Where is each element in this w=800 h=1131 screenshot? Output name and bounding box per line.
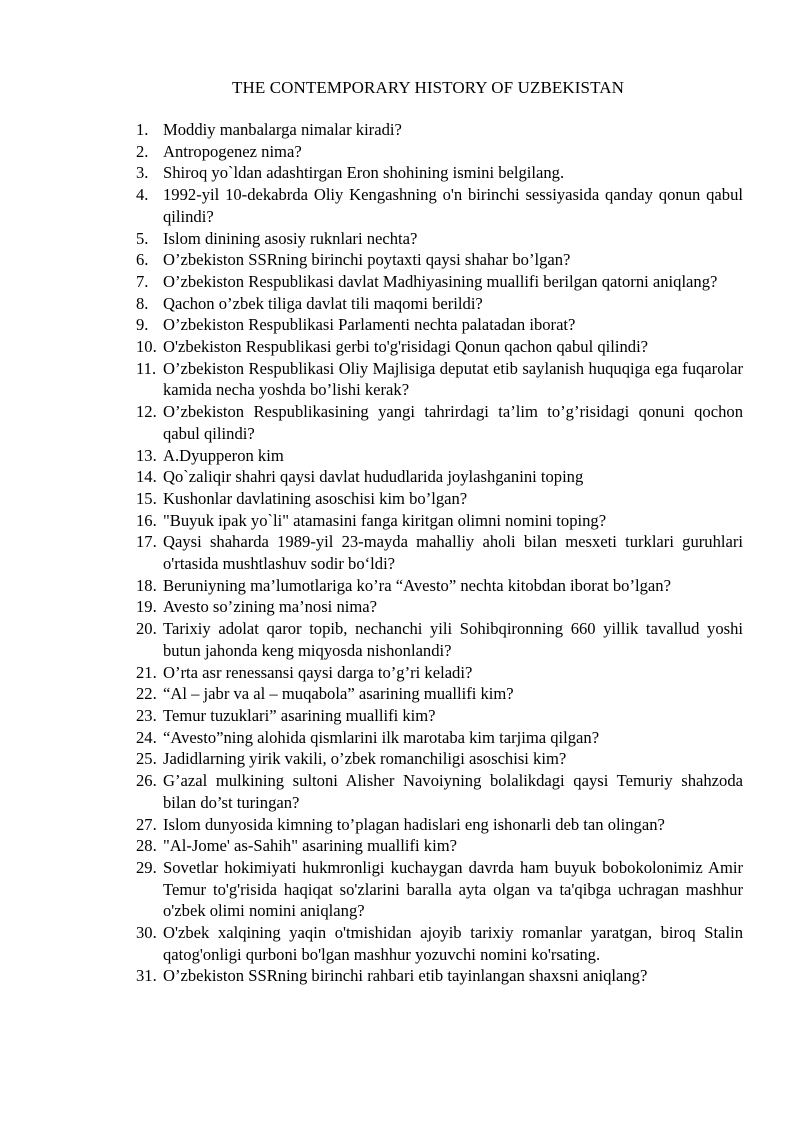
- question-text: O’zbekiston Respublikasi Parlamenti nechta palatadan iborat?: [163, 315, 576, 335]
- question-number: 20.: [136, 619, 157, 639]
- question-number: 23.: [136, 705, 157, 725]
- question-list: [136, 119, 743, 987]
- question-number: 5.: [136, 228, 149, 248]
- question-number: 9.: [136, 315, 149, 335]
- question-number: 3.: [136, 163, 149, 183]
- question-text: "Buyuk ipak yo`li" atamasini fanga kiritgan olimni nomini toping?: [163, 510, 607, 530]
- question-item: [136, 618, 743, 661]
- question-number: 27.: [136, 814, 157, 834]
- question-number: 7.: [136, 271, 149, 291]
- question-item: [136, 488, 743, 510]
- question-item: [136, 814, 743, 836]
- question-number: 13.: [136, 445, 157, 465]
- question-text: Tarixiy adolat qaror topib, nechanchi yili Sohibqironning 660 yillik tavallud yoshi butun jahonda keng miqyosda nishonlandi?: [163, 619, 743, 660]
- question-text: 1992-yil 10-dekabrda Oliy Kengashning o'n birinchi sessiyasida qanday qonun qabul qilindi?: [163, 185, 743, 226]
- question-number: 26.: [136, 771, 157, 791]
- question-number: 30.: [136, 923, 157, 943]
- question-item: [136, 401, 743, 444]
- question-item: [136, 510, 743, 532]
- question-item: [136, 293, 743, 315]
- question-item: [136, 445, 743, 467]
- question-text: Islom dunyosida kimning to’plagan hadislari eng ishonarli deb tan olingan?: [163, 814, 665, 834]
- question-text: Qo`zaliqir shahri qaysi davlat hududlarida joylashganini toping: [163, 467, 584, 487]
- question-number: 31.: [136, 966, 157, 986]
- question-item: [136, 770, 743, 813]
- question-text: O’zbekiston Respublikasi Oliy Majlisiga deputat etib saylanish huquqiga ega fuqarolar kamida necha yoshda bo’lishi kerak?: [163, 358, 743, 400]
- question-number: 12.: [136, 402, 157, 422]
- question-item: [136, 358, 743, 401]
- question-number: 17.: [136, 532, 157, 552]
- question-item: [136, 271, 743, 293]
- question-text: O'zbek xalqining yaqin o'tmishidan ajoyib tarixiy romanlar yaratgan, biroq Stalin qatog'onligi qurboni bo'lgan mashhur yozuvchi nomini ko'rsating.: [163, 923, 743, 964]
- question-item: [136, 184, 743, 227]
- question-number: 24.: [136, 727, 157, 747]
- question-text: "Al-Jome' as-Sahih" asarining muallifi kim?: [163, 836, 457, 856]
- question-item: [136, 596, 743, 618]
- question-text: “Al – jabr va al – muqabola” asarining muallifi kim?: [163, 684, 514, 704]
- document-title: THE CONTEMPORARY HISTORY OF UZBEKISTAN: [232, 78, 624, 97]
- question-item: [136, 922, 743, 965]
- question-text: O’zbekiston Respublikasining yangi tahrirdagi ta’lim to’g’risidagi qonuni qochon qabul qilindi?: [163, 402, 743, 443]
- question-item: [136, 531, 743, 574]
- question-text: O'zbekiston Respublikasi gerbi to'g'risidagi Qonun qachon qabul qilindi?: [163, 337, 649, 357]
- question-item: [136, 228, 743, 250]
- question-text: Avesto so’zining ma’nosi nima?: [163, 597, 377, 617]
- question-text: O’zbekiston SSRning birinchi poytaxti qaysi shahar bo’lgan?: [163, 250, 571, 270]
- question-text: Qaysi shaharda 1989-yil 23-mayda mahalliy aholi bilan mesxeti turklari guruhlari o'rtasida mushtlashuv sodir bo‘ldi?: [163, 532, 743, 574]
- question-text: Jadidlarning yirik vakili, o’zbek romanchiligi asoschisi kim?: [163, 749, 567, 769]
- question-text: “Avesto”ning alohida qismlarini ilk marotaba kim tarjima qilgan?: [163, 727, 600, 747]
- question-number: 14.: [136, 467, 157, 487]
- question-item: [136, 683, 743, 705]
- question-item: [136, 705, 743, 727]
- question-item: [136, 857, 743, 922]
- question-number: 16.: [136, 510, 157, 530]
- question-number: 4.: [136, 185, 149, 205]
- question-text: Moddiy manbalarga nimalar kiradi?: [163, 120, 402, 139]
- question-text: A.Dyupperon kim: [163, 445, 284, 465]
- question-item: [136, 727, 743, 749]
- question-item: [136, 748, 743, 770]
- question-text: Islom dinining asosiy ruknlari nechta?: [163, 228, 418, 248]
- question-number: 28.: [136, 836, 157, 856]
- question-text: Qachon o’zbek tiliga davlat tili maqomi berildi?: [163, 293, 483, 313]
- question-text: O’rta asr renessansi qaysi darga to’g’ri keladi?: [163, 662, 473, 682]
- question-item: [136, 662, 743, 684]
- question-number: 15.: [136, 488, 157, 508]
- question-item: [136, 119, 743, 141]
- question-text: O’zbekiston Respublikasi davlat Madhiyasining muallifi berilgan qatorni aniqlang?: [163, 271, 718, 291]
- question-number: 1.: [136, 120, 149, 139]
- question-item: [136, 965, 743, 987]
- question-text: Sovetlar hokimiyati hukmronligi kuchaygan davrda ham buyuk bobokolonimiz Amir Temur to'g'risida haqiqat so'zlarini baralla ayta olgan va ta'qibga uchragan mashhur o'zbek olimi nomini aniqlang?: [163, 857, 743, 921]
- question-text: O’zbekiston SSRning birinchi rahbari etib tayinlangan shaxsni aniqlang?: [163, 966, 648, 986]
- question-number: 25.: [136, 749, 157, 769]
- question-number: 6.: [136, 250, 149, 270]
- question-text: G’azal mulkining sultoni Alisher Navoiyning bolalikdagi qaysi Temuriy shahzoda bilan do’st turingan?: [163, 771, 743, 812]
- question-number: 10.: [136, 337, 157, 357]
- question-text: Temur tuzuklari” asarining muallifi kim?: [163, 705, 436, 725]
- question-text: Shiroq yo`ldan adashtirgan Eron shohining ismini belgilang.: [163, 163, 565, 183]
- question-number: 8.: [136, 293, 149, 313]
- question-item: [136, 162, 743, 184]
- question-item: [136, 336, 743, 358]
- question-number: 18.: [136, 575, 157, 595]
- question-item: [136, 466, 743, 488]
- question-number: 19.: [136, 597, 157, 617]
- question-item: [136, 835, 743, 857]
- question-number: 29.: [136, 857, 157, 877]
- question-number: 21.: [136, 662, 157, 682]
- question-number: 11.: [136, 358, 157, 378]
- question-item: [136, 314, 743, 336]
- question-text: Beruniyning ma’lumotlariga ko’ra “Avesto” nechta kitobdan iborat bo’lgan?: [163, 575, 671, 595]
- question-text: Antropogenez nima?: [163, 141, 302, 161]
- question-text: Kushonlar davlatining asoschisi kim bo’lgan?: [163, 488, 468, 508]
- question-item: [136, 141, 743, 163]
- question-item: [136, 249, 743, 271]
- question-number: 22.: [136, 684, 157, 704]
- question-number: 2.: [136, 141, 149, 161]
- question-item: [136, 575, 743, 597]
